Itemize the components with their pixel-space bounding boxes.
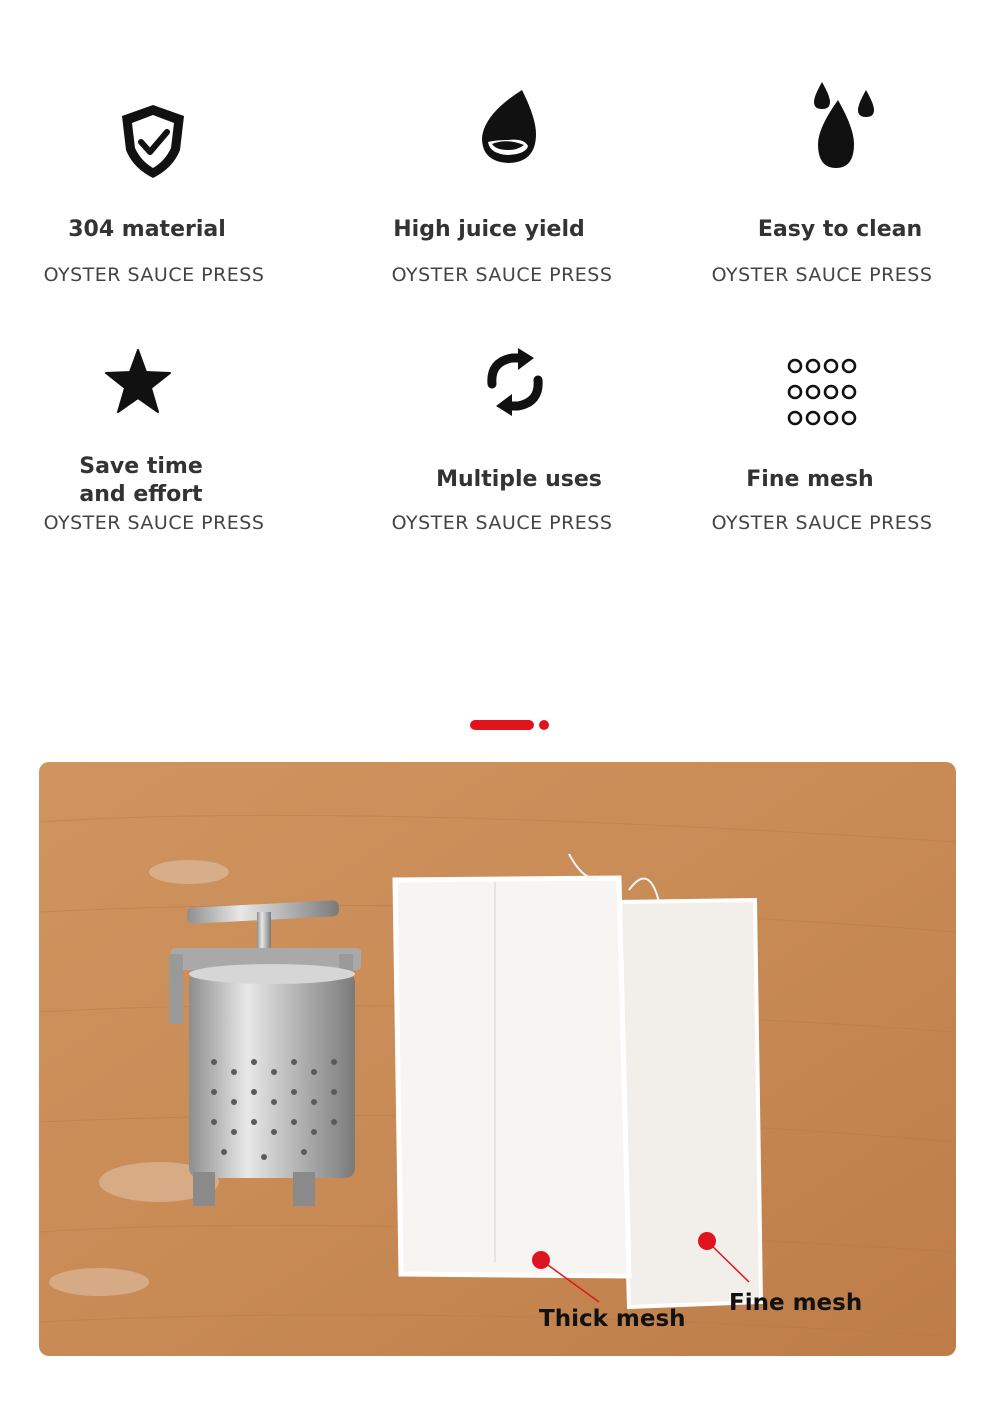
feature-subtitle: OYSTER SAUCE PRESS: [43, 512, 265, 534]
product-photo: [39, 762, 956, 1356]
feature-title: Easy to clean: [757, 217, 923, 242]
refresh-arrows-icon: [482, 348, 548, 416]
star-icon: [104, 348, 172, 414]
feature-subtitle: OYSTER SAUCE PRESS: [43, 264, 265, 286]
mesh-dots-icon: [786, 356, 862, 428]
shield-check-icon: [118, 102, 188, 180]
feature-title: Fine mesh: [746, 467, 874, 492]
feature-title-line1: Save time: [79, 454, 203, 479]
feature-subtitle: OYSTER SAUCE PRESS: [711, 264, 933, 286]
feature-title: High juice yield: [393, 217, 585, 242]
feature-title: 304 material: [68, 217, 226, 242]
feature-subtitle: OYSTER SAUCE PRESS: [711, 512, 933, 534]
section-divider: [470, 718, 560, 732]
thick-mesh-label: Thick mesh: [539, 1306, 686, 1332]
water-drops-icon: [808, 82, 878, 172]
feature-title: Multiple uses: [436, 467, 602, 492]
feature-title-line2: and effort: [79, 482, 203, 507]
feature-subtitle: OYSTER SAUCE PRESS: [391, 264, 613, 286]
fine-mesh-label: Fine mesh: [729, 1290, 863, 1316]
juice-drop-icon: [478, 88, 540, 166]
feature-subtitle: OYSTER SAUCE PRESS: [391, 512, 613, 534]
